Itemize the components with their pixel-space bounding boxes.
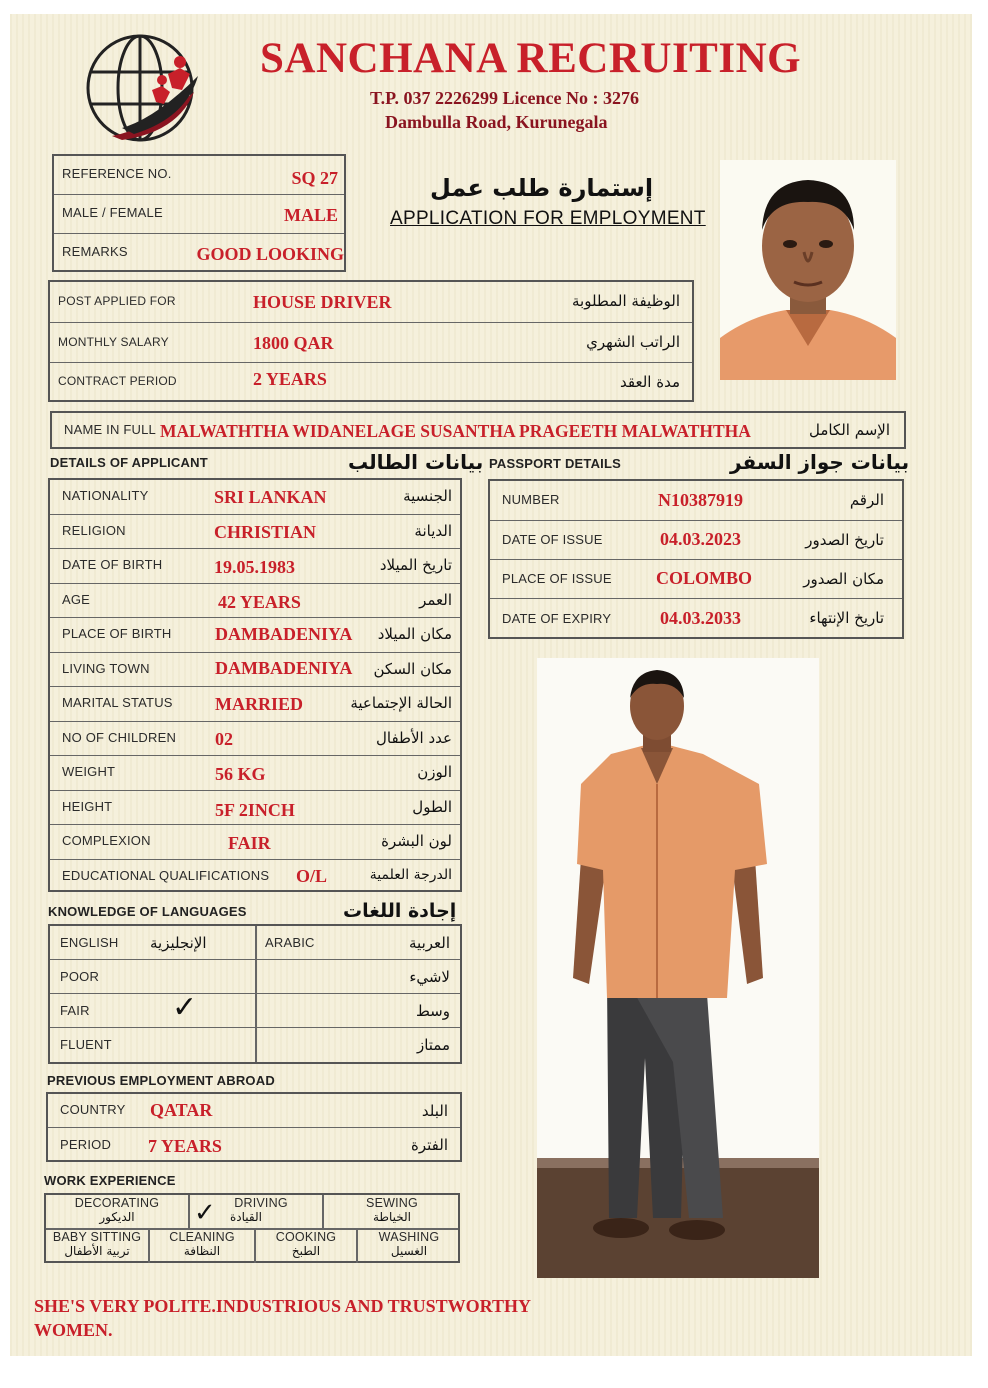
work-item-driving: ✓ DRIVING القيادة <box>194 1196 288 1227</box>
field-label: AGE <box>62 591 91 607</box>
table-row <box>50 756 460 791</box>
level-label-arabic: لاشيء <box>409 968 450 986</box>
full-name-box <box>50 411 906 449</box>
field-label-arabic: الطول <box>412 797 452 816</box>
previous-employment-table <box>46 1092 462 1162</box>
post-row <box>50 282 692 323</box>
table-row <box>48 1094 460 1128</box>
gender-row <box>54 195 344 234</box>
field-value: DAMBADENIYA <box>215 624 353 644</box>
reference-value: SQ 27 <box>291 168 338 188</box>
field-label-arabic: لون البشرة <box>381 832 452 850</box>
full-name-label-arabic: الإسم الكامل <box>808 421 890 439</box>
full-name-label: NAME IN FULL <box>64 422 156 437</box>
field-value: SRI LANKAN <box>214 487 327 507</box>
field-label: PLACE OF ISSUE <box>502 571 612 586</box>
field-value: COLOMBO <box>656 568 753 588</box>
applicant-section-title: DETAILS OF APPLICANT <box>50 455 208 470</box>
work-item: COOKING الطبخ <box>275 1230 337 1258</box>
english-label-arabic: الإنجليزية <box>150 934 207 952</box>
field-label-arabic: مكان الصدور <box>803 570 884 588</box>
post-value: HOUSE DRIVER <box>253 292 392 312</box>
field-label: PLACE OF BIRTH <box>62 626 172 641</box>
table-row <box>50 860 460 893</box>
field-value: 5F 2INCH <box>215 799 295 820</box>
arabic-label: ARABIC <box>265 935 315 950</box>
field-label: DATE OF BIRTH <box>62 557 163 572</box>
field-label: NO OF CHILDREN <box>62 729 177 745</box>
field-label: COUNTRY <box>60 1102 126 1117</box>
table-row <box>50 791 460 826</box>
field-label-arabic: مكان الميلاد <box>377 625 452 643</box>
company-contact: T.P. 037 2226299 Licence No : 3276 <box>370 88 639 108</box>
field-label: PERIOD <box>60 1137 112 1152</box>
work-item: SEWING الخياطة <box>366 1196 418 1224</box>
field-label: EDUCATIONAL QUALIFICATIONS <box>62 867 270 883</box>
field-label-arabic: الوزن <box>417 763 452 781</box>
check-mark-icon: ✓ <box>172 991 198 1024</box>
table-row <box>50 618 460 653</box>
work-item: DECORATING الديكور <box>74 1196 160 1224</box>
languages-section-title-arabic: إجادة اللغات <box>343 900 457 922</box>
field-value: 56 KG <box>215 764 266 784</box>
field-label: RELIGION <box>62 522 126 538</box>
level-label: POOR <box>60 969 100 984</box>
field-label-arabic: عدد الأطفال <box>376 728 452 747</box>
level-label-arabic: وسط <box>415 1002 450 1020</box>
full-body-photo <box>537 658 819 1278</box>
company-address: Dambulla Road, Kurunegala <box>385 112 608 132</box>
remarks-note-line1: SHE'S VERY POLITE.INDUSTRIOUS AND TRUSTWORTHY <box>34 1296 532 1316</box>
passport-photo <box>720 160 896 380</box>
table-row <box>50 549 460 584</box>
field-label: NATIONALITY <box>62 488 149 503</box>
work-item: CLEANING النظافة <box>169 1230 235 1258</box>
salary-label: MONTHLY SALARY <box>58 335 169 349</box>
table-row <box>490 560 902 599</box>
field-label: WEIGHT <box>62 764 116 779</box>
table-row <box>50 480 460 515</box>
salary-value: 1800 QAR <box>253 333 334 353</box>
language-header-row <box>50 926 460 960</box>
form-title: APPLICATION FOR EMPLOYMENT <box>390 208 706 229</box>
languages-section-title: KNOWLEDGE OF LANGUAGES <box>48 904 247 919</box>
field-label: COMPLEXION <box>62 833 151 848</box>
contract-label: CONTRACT PERIOD <box>58 374 177 388</box>
work-item: BABY SITTING تربية الأطفال <box>52 1230 142 1258</box>
contract-label-arabic: مدة العقد <box>620 373 680 391</box>
work-experience-title: WORK EXPERIENCE <box>44 1173 176 1188</box>
gender-label: MALE / FEMALE <box>62 205 163 220</box>
field-label-arabic: الديانة <box>414 521 452 540</box>
level-label: FAIR <box>60 1003 90 1018</box>
previous-employment-title: PREVIOUS EMPLOYMENT ABROAD <box>47 1073 275 1088</box>
field-label-arabic: تاريخ الميلاد <box>379 556 452 574</box>
field-label: HEIGHT <box>62 798 113 814</box>
applicant-table <box>48 478 462 892</box>
passport-section-title-arabic: بيانات جواز السفر <box>730 450 910 474</box>
field-value: CHRISTIAN <box>214 521 317 542</box>
table-row <box>50 653 460 688</box>
table-row <box>50 584 460 619</box>
field-label: DATE OF EXPIRY <box>502 611 612 626</box>
passport-table <box>488 479 904 639</box>
languages-table <box>48 924 462 1064</box>
table-row <box>490 599 902 639</box>
passport-section-title: PASSPORT DETAILS <box>489 456 622 471</box>
field-label-arabic: الفترة <box>411 1136 448 1154</box>
language-level-row <box>50 960 460 994</box>
globe-logo <box>82 32 206 144</box>
level-label: FLUENT <box>60 1037 112 1052</box>
field-label-arabic: تاريخ الصدور <box>805 531 884 549</box>
field-value: MARRIED <box>215 694 303 714</box>
form-title-arabic: إستمارة طلب عمل <box>430 174 654 202</box>
language-level-row <box>50 1028 460 1062</box>
field-value: 19.05.1983 <box>214 557 295 577</box>
field-label-arabic: الحالة الإجتماعية <box>350 694 452 712</box>
field-value: FAIR <box>228 833 271 853</box>
full-name-value: MALWATHTHA WIDANELAGE SUSANTHA PRAGEETH MALWATHTHA <box>160 421 751 441</box>
remarks-value: GOOD LOOKING <box>196 244 344 264</box>
remarks-label: REMARKS <box>62 244 128 259</box>
application-form-page <box>10 14 972 1356</box>
arabic-label-arabic: العربية <box>409 934 450 952</box>
contract-value: 2 YEARS <box>253 369 327 389</box>
field-label-arabic: الجنسية <box>403 487 452 505</box>
field-value: 42 YEARS <box>218 591 301 612</box>
field-value: 04.03.2033 <box>660 608 741 628</box>
level-label-arabic: ممتاز <box>416 1036 450 1054</box>
field-value: N10387919 <box>658 490 743 510</box>
field-label-arabic: مكان السكن <box>373 659 452 678</box>
company-name: SANCHANA RECRUITING <box>260 35 802 82</box>
table-row <box>50 687 460 722</box>
applicant-section-title-arabic: بيانات الطالب <box>348 450 484 474</box>
table-row <box>50 722 460 757</box>
field-value: QATAR <box>150 1100 213 1120</box>
salary-row <box>50 323 692 363</box>
field-value: O/L <box>296 865 328 886</box>
table-row <box>50 515 460 550</box>
field-label-arabic: العمر <box>419 590 452 609</box>
table-row <box>50 825 460 860</box>
remarks-row <box>54 234 344 272</box>
field-value: 04.03.2023 <box>660 529 741 549</box>
check-mark-icon: ✓ <box>194 1197 216 1227</box>
reference-box <box>52 154 346 272</box>
english-label: ENGLISH <box>60 935 119 950</box>
reference-label: REFERENCE NO. <box>62 166 172 181</box>
salary-label-arabic: الراتب الشهري <box>586 333 680 351</box>
field-value: DAMBADENIYA <box>215 657 353 678</box>
contract-row <box>50 363 692 402</box>
post-label: POST APPLIED FOR <box>58 294 176 308</box>
field-label: LIVING TOWN <box>62 660 150 676</box>
field-label: DATE OF ISSUE <box>502 532 603 547</box>
table-row <box>490 521 902 560</box>
work-experience-table <box>44 1193 460 1263</box>
language-level-row <box>50 991 460 1028</box>
remarks-note-line2: WOMEN. <box>34 1320 113 1340</box>
work-item: WASHING الغسيل <box>378 1230 440 1258</box>
post-label-arabic: الوظيفة المطلوبة <box>572 292 680 310</box>
field-label-arabic: الرقم <box>849 491 884 509</box>
reference-row <box>54 156 344 195</box>
table-row <box>490 481 902 521</box>
field-label-arabic: تاريخ الإنتهاء <box>809 609 884 627</box>
field-value: 02 <box>215 728 233 749</box>
field-label-arabic: البلد <box>421 1102 448 1120</box>
field-value: 7 YEARS <box>148 1136 222 1156</box>
field-label-arabic: الدرجة العلمية <box>369 866 452 883</box>
field-label: MARITAL STATUS <box>62 695 173 710</box>
table-row <box>48 1128 460 1162</box>
gender-value: MALE <box>284 205 338 225</box>
post-box <box>48 280 694 402</box>
field-label: NUMBER <box>502 492 560 507</box>
